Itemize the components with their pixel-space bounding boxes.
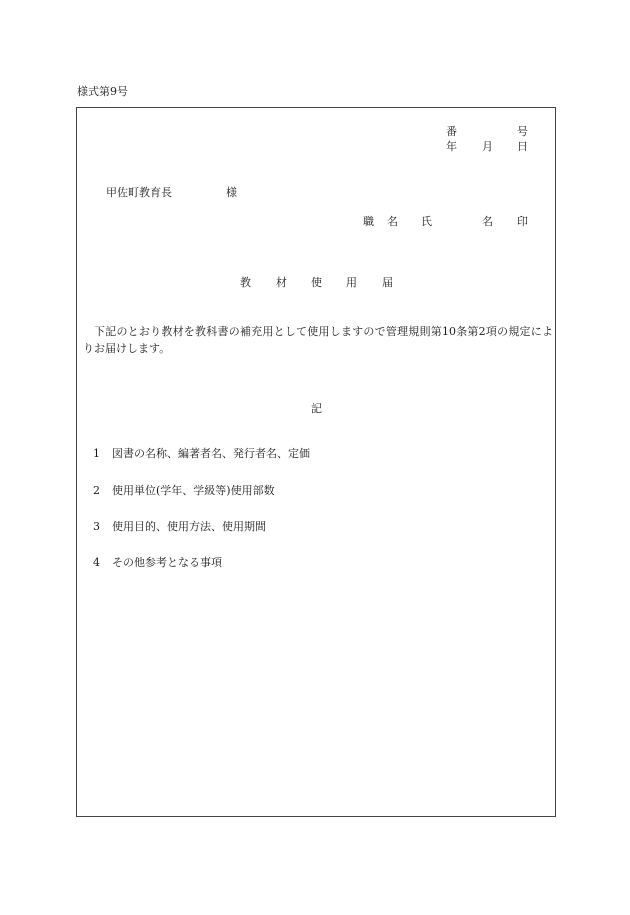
date-year-label: 年 [446, 140, 457, 153]
form-frame [76, 107, 556, 817]
applicant-name-char2: 名 [482, 215, 493, 228]
item-text: 使用単位(学年、学級等)使用部数 [112, 484, 275, 497]
seal-mark: 印 [517, 215, 528, 228]
item-number: 4 [93, 556, 100, 569]
body-paragraph: 下記のとおり教材を教科書の補充用として使用しますので管理規則第10条第2項の規定によりお届けします。 [83, 325, 553, 355]
applicant-name-char1: 氏 [421, 215, 432, 228]
addressee-name: 甲佐町教育長 [106, 186, 172, 199]
item-number: 3 [93, 520, 100, 533]
applicant-title-char2: 名 [387, 215, 398, 228]
item-text: 図書の名称、編著者名、発行者名、定価 [112, 447, 310, 460]
applicant-title-char1: 職 [363, 215, 374, 228]
document-title-char: 用 [346, 276, 357, 289]
item-number: 2 [93, 484, 100, 497]
addressee-honorific: 様 [226, 186, 237, 199]
document-title-char: 使 [311, 276, 322, 289]
item-text: 使用目的、使用方法、使用期間 [112, 520, 266, 533]
form-number: 様式第9号 [77, 85, 128, 98]
date-day-label: 日 [517, 140, 528, 153]
document-title-char: 材 [276, 276, 287, 289]
document-title-char: 届 [382, 276, 393, 289]
number-label-left: 番 [446, 125, 457, 138]
number-label-right: 号 [517, 125, 528, 138]
document-title-char: 教 [240, 276, 251, 289]
item-text: その他参考となる事項 [112, 556, 222, 569]
item-number: 1 [93, 447, 100, 460]
date-month-label: 月 [482, 140, 493, 153]
ki-heading: 記 [311, 402, 322, 415]
